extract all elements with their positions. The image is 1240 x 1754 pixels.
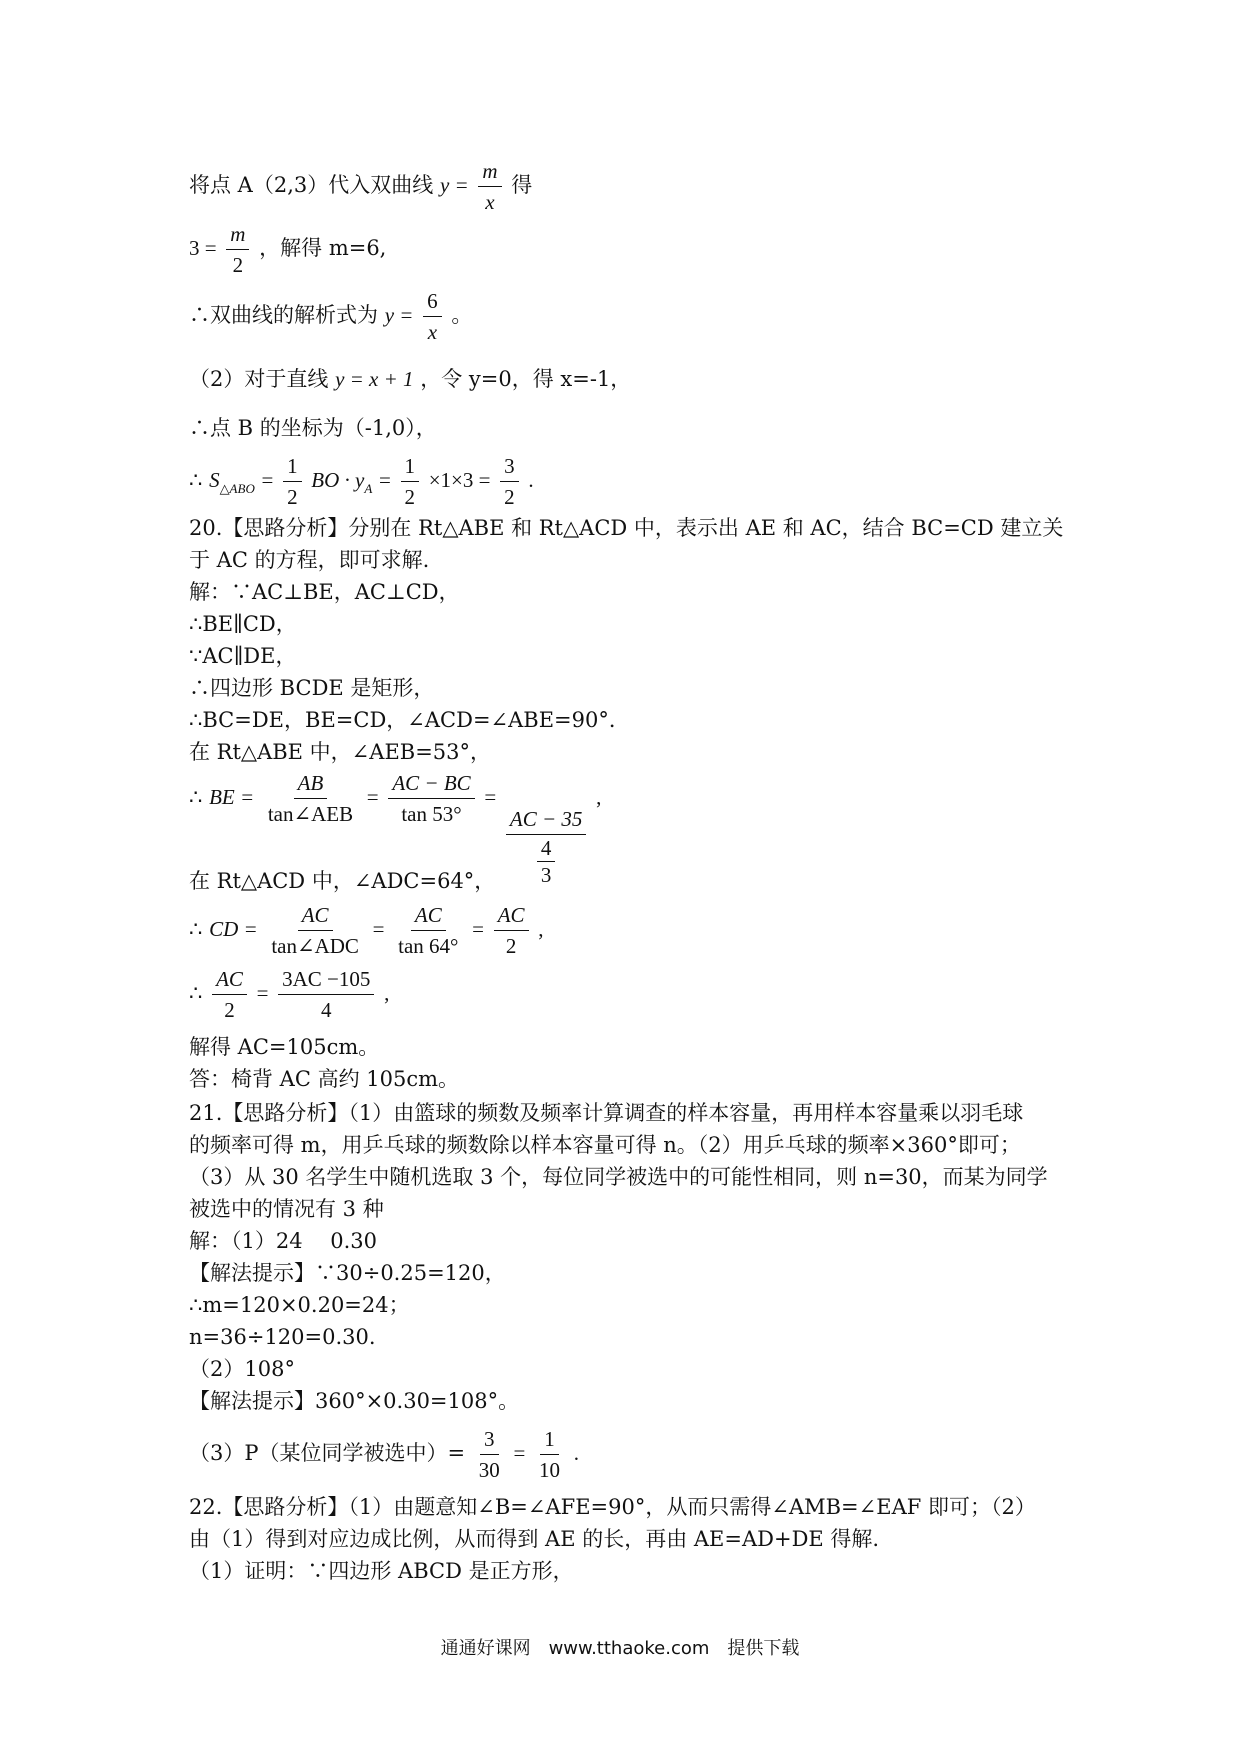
- denominator: 2: [404, 485, 415, 509]
- text-period: 。: [451, 303, 473, 327]
- numerator: AB: [294, 770, 328, 799]
- line-hyperbola-expression: [189, 288, 472, 345]
- math-period: .: [528, 468, 534, 492]
- q20-in-abe: 在 Rt△ABE 中，∠AEB=53°，: [189, 740, 492, 764]
- text-part2: （2）对于直线: [189, 367, 329, 391]
- math-times: ×1×3 =: [428, 468, 491, 492]
- q20-ac-parallel-de: ∵AC∥DE，: [189, 644, 297, 668]
- math-y-eq: y =: [439, 173, 469, 197]
- denominator: tan∠AEB: [267, 802, 354, 826]
- fraction-3-over-30: [475, 1426, 504, 1483]
- text-de: 得: [511, 173, 533, 197]
- q21-hint-1: 【解法提示】∵30÷0.25=120，: [189, 1261, 506, 1285]
- fraction-ac-bc-over-tan53: [388, 770, 474, 827]
- fraction-m-over-2: [226, 221, 249, 278]
- math-a-subscript: A: [364, 481, 373, 496]
- q20-rectangle: ∴四边形 BCDE 是矩形，: [189, 676, 435, 700]
- fraction-1-over-10: [535, 1426, 564, 1483]
- q20-in-acd: 在 Rt△ACD 中，∠ADC=64°，: [189, 869, 496, 893]
- fraction-ac-over-2: [212, 966, 247, 1023]
- numerator: m: [226, 221, 249, 250]
- numerator: m: [478, 158, 501, 187]
- denominator: tan 64°: [398, 934, 459, 958]
- q21-solution-1: 解：（1）24 0.30: [189, 1229, 378, 1253]
- q20-solution-start: 解：∵AC⊥BE，AC⊥CD，: [189, 580, 460, 604]
- denominator: x: [485, 190, 495, 214]
- fraction-1-over-2: [401, 453, 420, 510]
- math-eq: =: [378, 468, 391, 492]
- numerator: 3: [480, 1426, 499, 1455]
- fraction-1-over-2: [283, 453, 302, 510]
- denominator: [530, 835, 563, 886]
- math-eq: =: [256, 981, 269, 1005]
- math-eq: =: [513, 1441, 526, 1465]
- numerator: 1: [401, 453, 420, 482]
- denominator: tan 53°: [401, 802, 462, 826]
- math-s: S: [209, 468, 220, 492]
- text-probability: （3）P（某位同学被选中）=: [189, 1441, 466, 1465]
- math-s-subscript: △ABO: [219, 481, 255, 496]
- math-three-eq: 3 =: [189, 236, 217, 260]
- q21-m-calc: ∴m=120×0.20=24；: [189, 1293, 410, 1317]
- denominator: 3: [540, 863, 552, 887]
- math-period: .: [573, 1441, 579, 1465]
- q20-equation: [189, 966, 389, 1023]
- q20-analysis-1: 20.【思路分析】分别在 Rt△ABE 和 Rt△ACD 中，表示出 AE 和 AC，结合 BC=CD 建立关: [189, 516, 1064, 540]
- q21-analysis-3: （3）从 30 名学生中随机选取 3 个，每位同学被选中的可能性相同，则 n=30，而某为同学: [189, 1165, 1048, 1189]
- q22-analysis-1: 22.【思路分析】（1）由题意知∠B=∠AFE=90°，从而只需得∠AMB=∠EAF 即可；（2）: [189, 1495, 1036, 1519]
- denominator: 2: [504, 485, 515, 509]
- numerator: AC: [298, 902, 333, 931]
- text-substitute: 将点 A（2,3）代入双曲线: [189, 173, 434, 197]
- q21-analysis-1: 21.【思路分析】（1）由篮球的频数及频率计算调查的样本容量，再用样本容量乘以羽毛球: [189, 1101, 1024, 1125]
- text-let-y0: ，令 y=0，得 x=-1，: [420, 367, 632, 391]
- numerator: AC: [212, 966, 247, 995]
- fraction-m-over-x: [478, 158, 501, 215]
- denominator: 10: [539, 1458, 560, 1482]
- numerator: 3: [500, 453, 519, 482]
- math-eq: =: [261, 468, 274, 492]
- math-eq: =: [472, 917, 484, 941]
- denominator: 4: [321, 998, 332, 1022]
- line-point-b: ∴点 B 的坐标为（-1,0），: [189, 416, 437, 440]
- q21-analysis-2: 的频率可得 m，用乒乓球的频数除以样本容量可得 n。（2）用乒乓球的频率×360°即可；: [189, 1133, 1021, 1157]
- q21-hint-2: 【解法提示】360°×0.30=108°。: [189, 1389, 520, 1413]
- fraction-3-over-2: [500, 453, 519, 510]
- fraction-ac-over-2: [494, 902, 529, 959]
- numerator: AC − BC: [388, 770, 474, 799]
- denominator: tan∠ADC: [271, 934, 359, 958]
- therefore-symbol: ∴: [189, 981, 203, 1005]
- numerator: 1: [540, 1426, 559, 1455]
- q21-solution-2: （2）108°: [189, 1357, 295, 1381]
- numerator: AC: [411, 902, 446, 931]
- q21-analysis-4: 被选中的情况有 3 种: [189, 1197, 384, 1221]
- q20-answer: 答：椅背 AC 高约 105cm。: [189, 1067, 460, 1091]
- line-part2-line: [189, 366, 631, 392]
- denominator: 2: [505, 934, 517, 958]
- math-line-eq: y = x + 1: [335, 367, 414, 391]
- numerator: 4: [537, 837, 556, 862]
- denominator: 2: [224, 998, 235, 1022]
- denominator: 30: [478, 1458, 500, 1482]
- math-eq: =: [366, 785, 379, 809]
- line-substitute-point-a: [189, 158, 532, 215]
- fraction-ac-over-tan-adc: [267, 902, 363, 959]
- text-hyperbola: ∴双曲线的解析式为: [189, 303, 378, 327]
- q20-analysis-2: 于 AC 的方程，即可求解.: [189, 548, 430, 572]
- q20-be-parallel-cd: ∴BE∥CD，: [189, 612, 297, 636]
- therefore-symbol: ∴: [189, 468, 203, 492]
- numerator: 1: [283, 453, 302, 482]
- math-comma: ,: [384, 981, 390, 1005]
- math-cd-eq: CD =: [209, 917, 258, 941]
- q22-proof-start: （1）证明：∵四边形 ABCD 是正方形，: [189, 1559, 574, 1583]
- math-eq: =: [484, 785, 497, 809]
- page-footer: 通通好课网 www.tthaoke.com 提供下载: [440, 1638, 800, 1659]
- math-comma: ,: [596, 785, 602, 809]
- fraction-3ac105-over-4: [278, 966, 374, 1023]
- fraction-6-over-x: [423, 288, 442, 345]
- q22-analysis-2: 由（1）得到对应边成比例，从而得到 AE 的长，再由 AE=AD+DE 得解.: [189, 1527, 880, 1551]
- q21-n-calc: n=36÷120=0.30.: [189, 1325, 376, 1349]
- line-solve-m: [189, 221, 386, 278]
- fraction-4-over-3: [537, 837, 556, 886]
- line-area-abo: [189, 453, 534, 510]
- numerator: AC: [494, 902, 529, 931]
- fraction-ac35-over-4-3: [506, 806, 587, 886]
- therefore-symbol: ∴: [189, 785, 203, 809]
- q20-cd-formula: [189, 902, 543, 959]
- fraction-ac-over-tan64: [394, 902, 462, 959]
- numerator: AC − 35: [506, 806, 587, 835]
- math-be-eq: BE =: [209, 785, 255, 809]
- math-eq: =: [372, 917, 385, 941]
- q21-probability: [189, 1426, 579, 1483]
- denominator: x: [427, 320, 438, 344]
- fraction-ab-over-tan-aeb: [264, 770, 357, 827]
- math-comma: ,: [538, 917, 544, 941]
- numerator: 6: [423, 288, 442, 317]
- q20-solve-ac: 解得 AC=105cm。: [189, 1035, 380, 1059]
- math-bo-ya: BO · y: [311, 468, 365, 492]
- text-solve-m: ，解得 m=6,: [259, 236, 387, 260]
- denominator: 2: [232, 253, 244, 277]
- numerator: 3AC −105: [278, 966, 374, 995]
- q20-equalities: ∴BC=DE，BE=CD，∠ACD=∠ABE=90°．: [189, 708, 630, 732]
- math-y-eq: y =: [384, 303, 414, 327]
- denominator: 2: [287, 485, 298, 509]
- therefore-symbol: ∴: [189, 917, 203, 941]
